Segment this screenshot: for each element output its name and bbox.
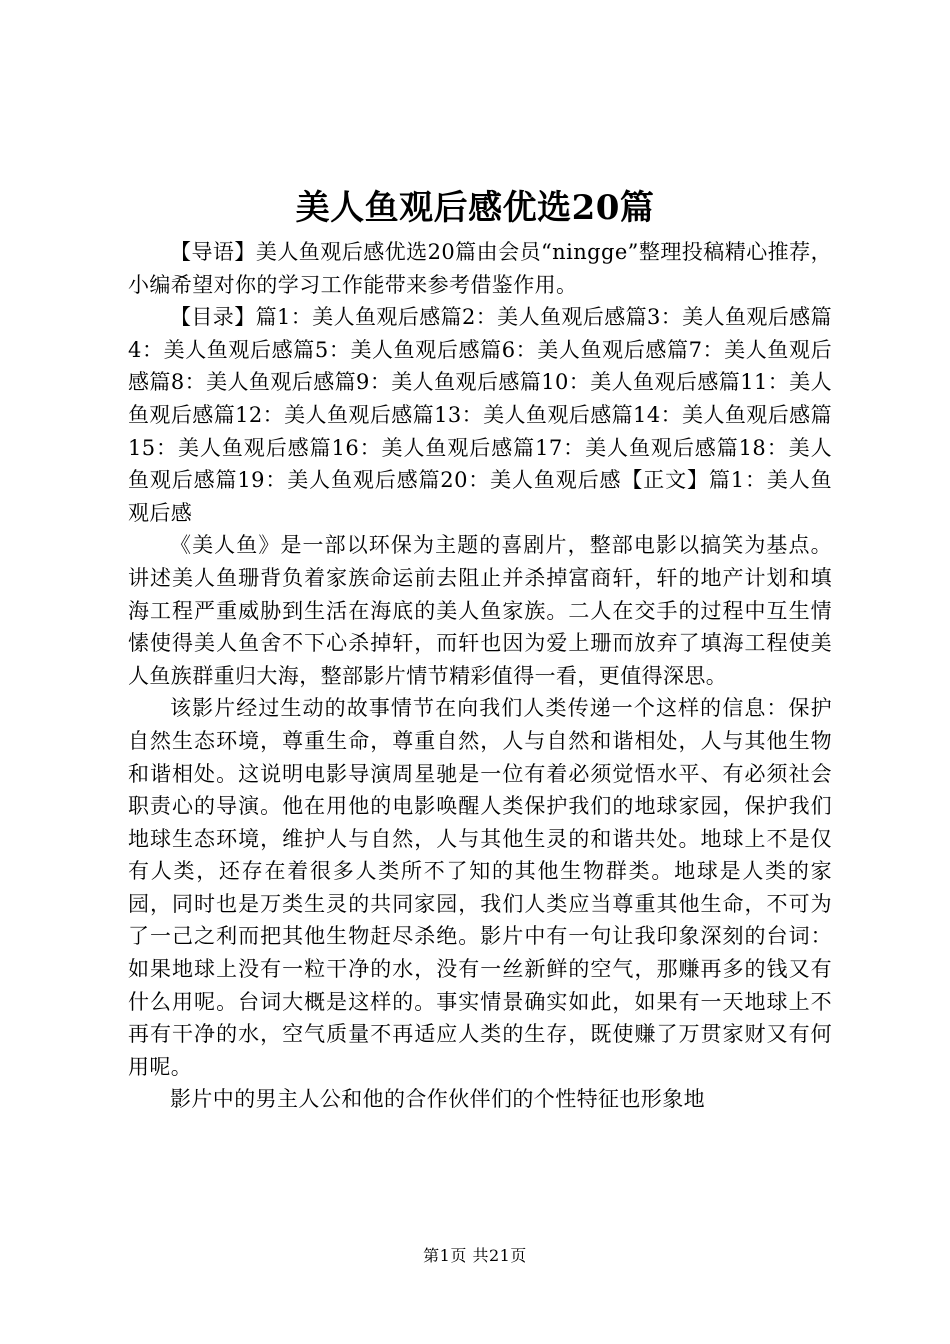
intro-paragraph: 【导语】美人鱼观后感优选20篇由会员“ningge”整理投稿精心推荐，小编希望对你的学习工作能带来参考借鉴作用。	[128, 240, 832, 297]
table-of-contents-paragraph: 【目录】篇1：美人鱼观后感篇2：美人鱼观后感篇3：美人鱼观后感篇4：美人鱼观后感篇5：美人鱼观后感篇6：美人鱼观后感篇7：美人鱼观后感篇8：美人鱼观后感篇9：美人鱼观后感篇10：美人鱼观后感篇11：美人鱼观后感篇12：美人鱼观后感篇13：美人鱼观后感篇14：美人鱼观后感篇15：美人鱼观后感篇16：美人鱼观后感篇17：美人鱼观后感篇18：美人鱼观后感篇19：美人鱼观后感篇20：美人鱼观后感【正文】篇1：美人鱼观后感	[128, 305, 832, 525]
body-paragraph: 影片中的男主人公和他的合作伙伴们的个性特征也形象地	[170, 1087, 705, 1112]
body-paragraph: 《美人鱼》是一部以环保为主题的喜剧片，整部电影以搞笑为基点。讲述美人鱼珊背负着家族命运前去阻止并杀掉富商轩，轩的地产计划和填海工程严重威胁到生活在海底的美人鱼家族。二人在交手的过程中互生情愫使得美人鱼舍不下心杀掉轩，而轩也因为爱上珊而放弃了填海工程使美人鱼族群重归大海，整部影片情节精彩值得一看，更值得深思。	[128, 533, 832, 688]
body-paragraph: 该影片经过生动的故事情节在向我们人类传递一个这样的信息：保护自然生态环境，尊重生命，尊重自然，人与自然和谐相处，人与其他生物和谐相处。这说明电影导演周星驰是一位有着必须觉悟水平、有必须社会职责心的导演。他在用他的电影唤醒人类保护我们的地球家园，保护我们地球生态环境，维护人与自然，人与其他生灵的和谐共处。地球上不是仅有人类，还存在着很多人类所不了知的其他生物群类。地球是人类的家园，同时也是万类生灵的共同家园，我们人类应当尊重其他生命，不可为了一己之利而把其他生物赶尽杀绝。影片中有一句让我印象深刻的台词：如果地球上没有一粒干净的水，没有一丝新鲜的空气，那赚再多的钱又有什么用呢。台词大概是这样的。事实情景确实如此，如果有一天地球上不再有干净的水，空气质量不再适应人类的生存，既使赚了万贯家财又有何用呢。	[128, 696, 832, 1079]
document-body	[128, 236, 832, 1116]
document-title: 美人鱼观后感优选20篇	[295, 188, 655, 228]
page-number-footer: 第1页 共21页	[423, 1246, 527, 1265]
